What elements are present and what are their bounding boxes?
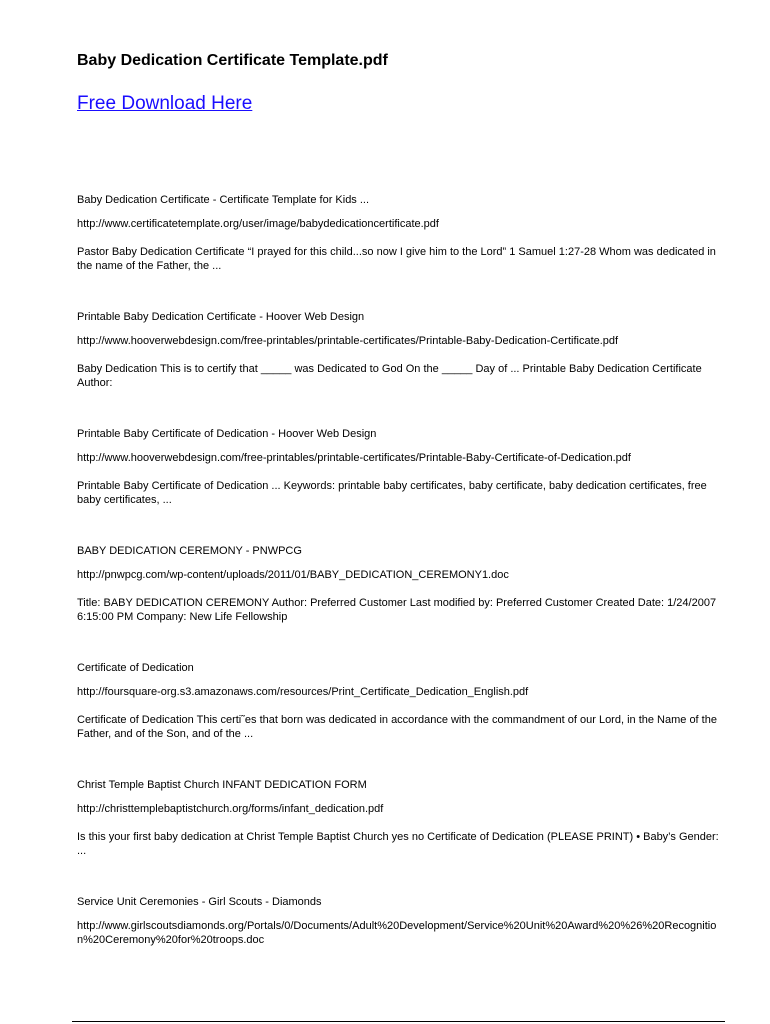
result-item [77, 895, 727, 947]
result-url[interactable]: http://christtemplebaptistchurch.org/forms/infant_dedication.pdf [77, 803, 384, 815]
result-item [77, 310, 727, 390]
result-snippet: Title: BABY DEDICATION CEREMONY Author: Preferred Customer Last modified by: Preferred Customer Created Date: 1/24/2007 6:15:00 PM Company: New Life Fellowship [77, 597, 717, 623]
result-title: Certificate of Dedication [77, 662, 194, 674]
result-title: Baby Dedication Certificate - Certificate Template for Kids ... [77, 194, 370, 206]
result-url[interactable]: http://www.hooverwebdesign.com/free-printables/printable-certificates/Printable-Baby-Dedication-Certificate.pdf [77, 335, 619, 347]
result-item [77, 427, 727, 507]
result-title: Printable Baby Certificate of Dedication - Hoover Web Design [77, 428, 377, 440]
result-snippet: Pastor Baby Dedication Certificate “I prayed for this child...so now I give him to the Lord” 1 Samuel 1:27-28 Whom was dedicated in the name of the Father, the ... [77, 246, 716, 272]
document-title: Baby Dedication Certificate Template.pdf [77, 52, 388, 69]
results-list [77, 193, 727, 947]
result-title: Printable Baby Dedication Certificate - Hoover Web Design [77, 311, 365, 323]
result-title: Christ Temple Baptist Church INFANT DEDICATION FORM [77, 779, 367, 791]
result-url[interactable]: http://www.hooverwebdesign.com/free-printables/printable-certificates/Printable-Baby-Certificate-of-Dedication.pdf [77, 452, 631, 464]
free-download-link[interactable]: Free Download Here [77, 93, 253, 114]
result-title: BABY DEDICATION CEREMONY - PNWPCG [77, 545, 302, 557]
footer-divider [72, 1021, 725, 1022]
result-item [77, 778, 727, 858]
result-snippet: Baby Dedication This is to certify that _____ was Dedicated to God On the _____ Day of ... Printable Baby Dedication Certificate Author: [77, 363, 702, 389]
result-snippet: Certificate of Dedication This certi˜es that born was dedicated in accordance with the commandment of our Lord, in the Name of the Father, and of the Son, and of the ... [77, 714, 717, 740]
result-snippet: Printable Baby Certificate of Dedication ... Keywords: printable baby certificates, baby certificate, baby dedication certificates, free baby certificates, ... [77, 480, 707, 506]
result-url[interactable]: http://www.certificatetemplate.org/user/image/babydedicationcertificate.pdf [77, 218, 439, 230]
result-url[interactable]: http://www.girlscoutsdiamonds.org/Portals/0/Documents/Adult%20Development/Service%20Unit%20Award%20%26%20Recognition%20Ceremony%20for%20troops.doc [77, 920, 717, 946]
result-url[interactable]: http://pnwpcg.com/wp-content/uploads/2011/01/BABY_DEDICATION_CEREMONY1.doc [77, 569, 509, 581]
result-item [77, 544, 727, 624]
result-item [77, 661, 727, 741]
result-title: Service Unit Ceremonies - Girl Scouts - Diamonds [77, 896, 322, 908]
result-snippet: Is this your first baby dedication at Christ Temple Baptist Church yes no Certificate of Dedication (PLEASE PRINT) • Baby’s Gender: ... [77, 831, 719, 857]
result-item [77, 193, 727, 273]
result-url[interactable]: http://foursquare-org.s3.amazonaws.com/resources/Print_Certificate_Dedication_English.pdf [77, 686, 529, 698]
